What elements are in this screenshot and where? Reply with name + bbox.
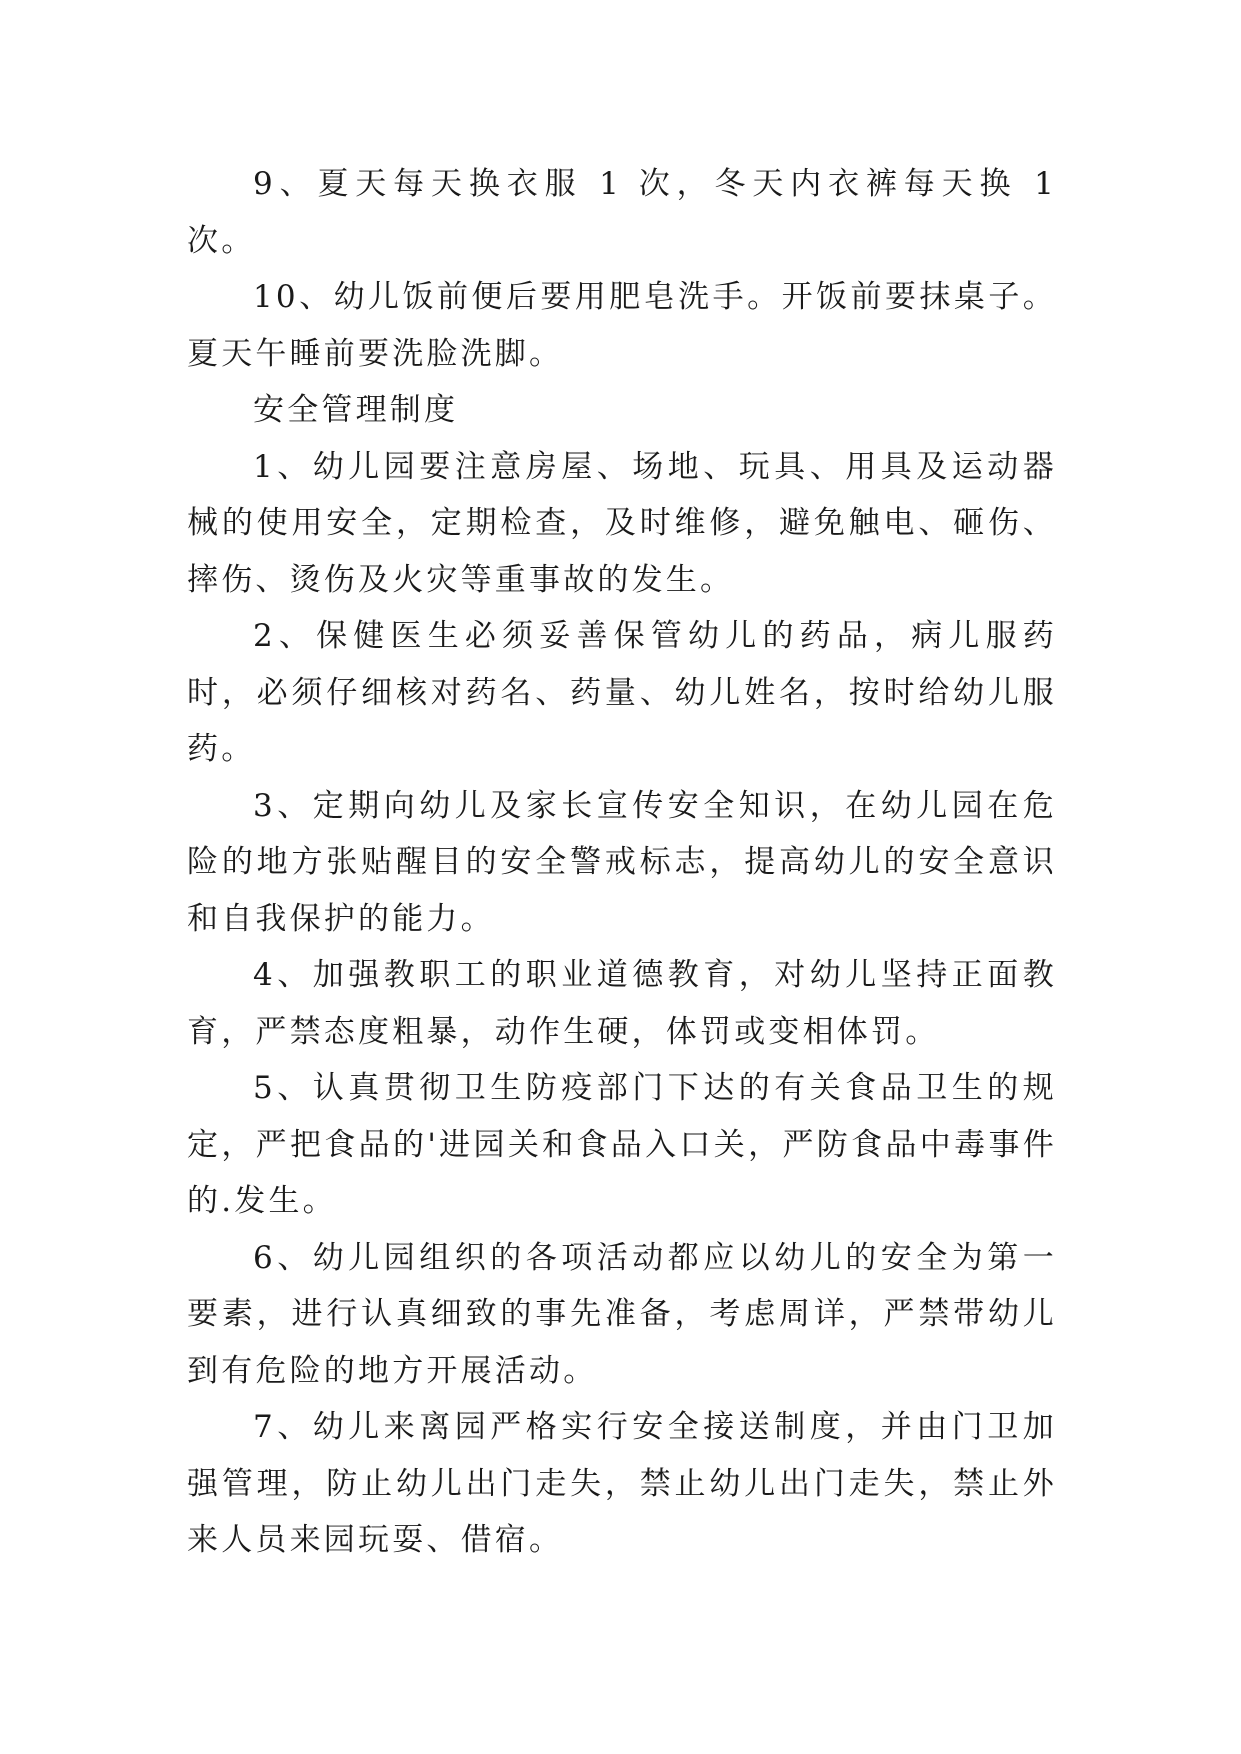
paragraph-safety-4: 4、加强教职工的职业道德教育，对幼儿坚持正面教育，严禁态度粗暴，动作生硬，体罚或变相体罚。 (187, 957, 1057, 1050)
paragraph-safety-1: 1、幼儿园要注意房屋、场地、玩具、用具及运动器械的使用安全，定期检查，及时维修，避免触电、砸伤、摔伤、烫伤及火灾等重事故的发生。 (187, 448, 1057, 598)
paragraph-safety-5: 5、认真贯彻卫生防疫部门下达的有关食品卫生的规定，严把食品的'进园关和食品入口关，严防食品中毒事件的.发生。 (187, 1070, 1057, 1219)
paragraph-safety-7: 7、幼儿来离园严格实行安全接送制度，并由门卫加强管理，防止幼儿出门走失，禁止幼儿出门走失，禁止外来人员来园玩耍、借宿。 (187, 1409, 1057, 1558)
paragraph-safety-6: 6、幼儿园组织的各项活动都应以幼儿的安全为第一要素，进行认真细致的事先准备，考虑周详，严禁带幼儿到有危险的地方开展活动。 (187, 1239, 1057, 1389)
section-heading-safety-management: 安全管理制度 (253, 392, 459, 428)
paragraph-item-9: 9、夏天每天换衣服 1 次，冬天内衣裤每天换 1 次。 (187, 166, 1057, 259)
paragraph-safety-3: 3、定期向幼儿及家长宣传安全知识，在幼儿园在危险的地方张贴醒目的安全警戒标志，提高幼儿的安全意识和自我保护的能力。 (187, 787, 1057, 937)
document-body (187, 156, 1057, 1569)
paragraph-item-10: 10、幼儿饭前便后要用肥皂洗手。开饭前要抹桌子。夏天午睡前要洗脸洗脚。 (187, 279, 1057, 372)
paragraph-safety-2: 2、保健医生必须妥善保管幼儿的药品，病儿服药时，必须仔细核对药名、药量、幼儿姓名，按时给幼儿服药。 (187, 618, 1057, 767)
